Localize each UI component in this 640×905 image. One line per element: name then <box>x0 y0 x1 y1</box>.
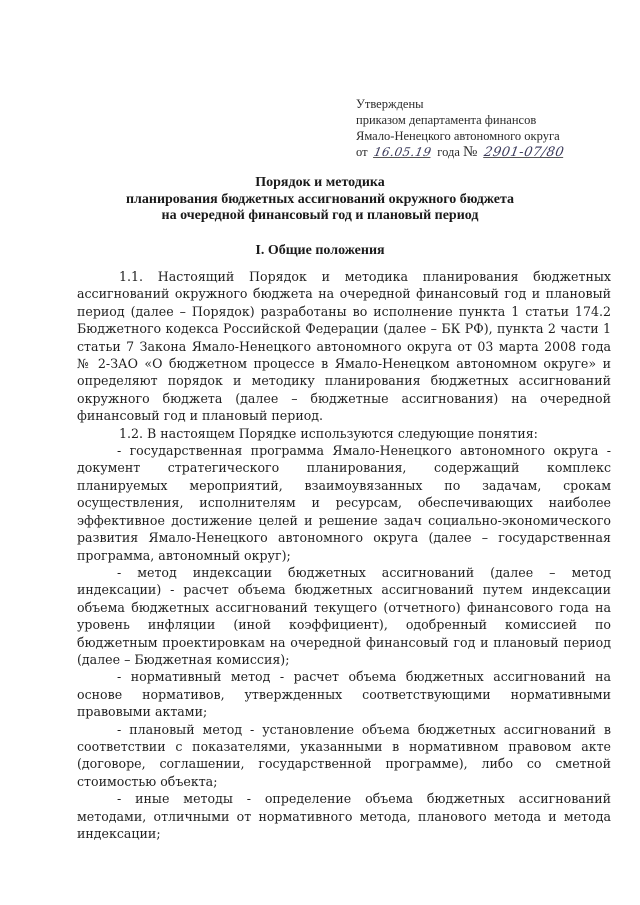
number-sign: № <box>463 144 478 160</box>
paragraph-1-1: 1.1. Настоящий Порядок и методика планирования бюджетных ассигнований окружного бюджета на очередной финансовый год и плановый период (далее – Порядок) разработаны во исполнение пункта 1 статьи 174.2 Бюджетного кодекса Российской Федерации (далее – БК РФ), пункта 2 части 1 статьи 7 Закона Ямало-Ненецкого автономного округа от 03 марта 2008 года № 2-ЗАО «О бюджетном процессе в Ямало-Ненецком автономном округе» и определяют порядок и методику планирования бюджетных ассигнований окружного бюджета (далее – бюджетные ассигнования) на очередной финансовый год и плановый период. <box>77 269 611 424</box>
definition-planned-method: - плановый метод - установление объема бюджетных ассигнований в соответствии с показателями, указанными в нормативном правовом акте (договоре, соглашении, государственной программе), либо со сметной стоимостью объекта; <box>77 721 611 789</box>
approval-block <box>356 96 616 161</box>
title-line-2: планирования бюджетных ассигнований окружного бюджета <box>125 191 515 207</box>
handwritten-date: 16.05.19 <box>372 145 433 159</box>
definition-other-methods: - иные методы - определение объема бюджетных ассигнований методами, отличными от нормативного метода, планового метода и метода индексации; <box>77 791 611 841</box>
document-body <box>77 268 611 842</box>
approval-line-1: Утверждены <box>356 97 424 111</box>
paragraph-1-2: 1.2. В настоящем Порядке используются следующие понятия: <box>119 425 538 441</box>
approval-line-3: Ямало-Ненецкого автономного округа <box>356 129 560 143</box>
date-suffix: года <box>437 145 460 159</box>
definition-normative-method: - нормативный метод - расчет объема бюджетных ассигнований на основе нормативов, утвержденных соответствующими нормативными правовыми актами; <box>77 669 611 720</box>
section-heading: I. Общие положения <box>255 243 385 258</box>
definition-indexation-method: - метод индексации бюджетных ассигнований (далее – метод индексации) - расчет объема бюджетных ассигнований путем индексации объема бюджетных ассигнований текущего (отчетного) финансового года на уровень инфляции (иной коэффициент), одобренный комиссией по бюджетным проектировкам на очередной финансовый год и плановый период (далее – Бюджетная комиссия); <box>77 564 611 667</box>
date-prefix: от <box>356 145 368 159</box>
handwritten-number: 2901-07/80 <box>483 145 566 160</box>
title-line-3: на очередной финансовый год и плановый период <box>161 208 479 223</box>
title-line-1: Порядок и методика <box>255 175 385 190</box>
approval-date-line <box>356 144 616 161</box>
approval-line-2: приказом департамента финансов <box>356 113 537 127</box>
document-title <box>0 175 640 225</box>
definition-state-program: - государственная программа Ямало-Ненецкого автономного округа - документ стратегического планирования, содержащий комплекс планируемых мероприятий, взаимоувязанных по задачам, срокам осуществления, исполнителям и ресурсам, обеспечивающих наиболее эффективное достижение целей и решение задач социально-экономического развития Ямало-Ненецкого автономного округа (далее – государственная программа, автономный округ); <box>77 443 611 563</box>
